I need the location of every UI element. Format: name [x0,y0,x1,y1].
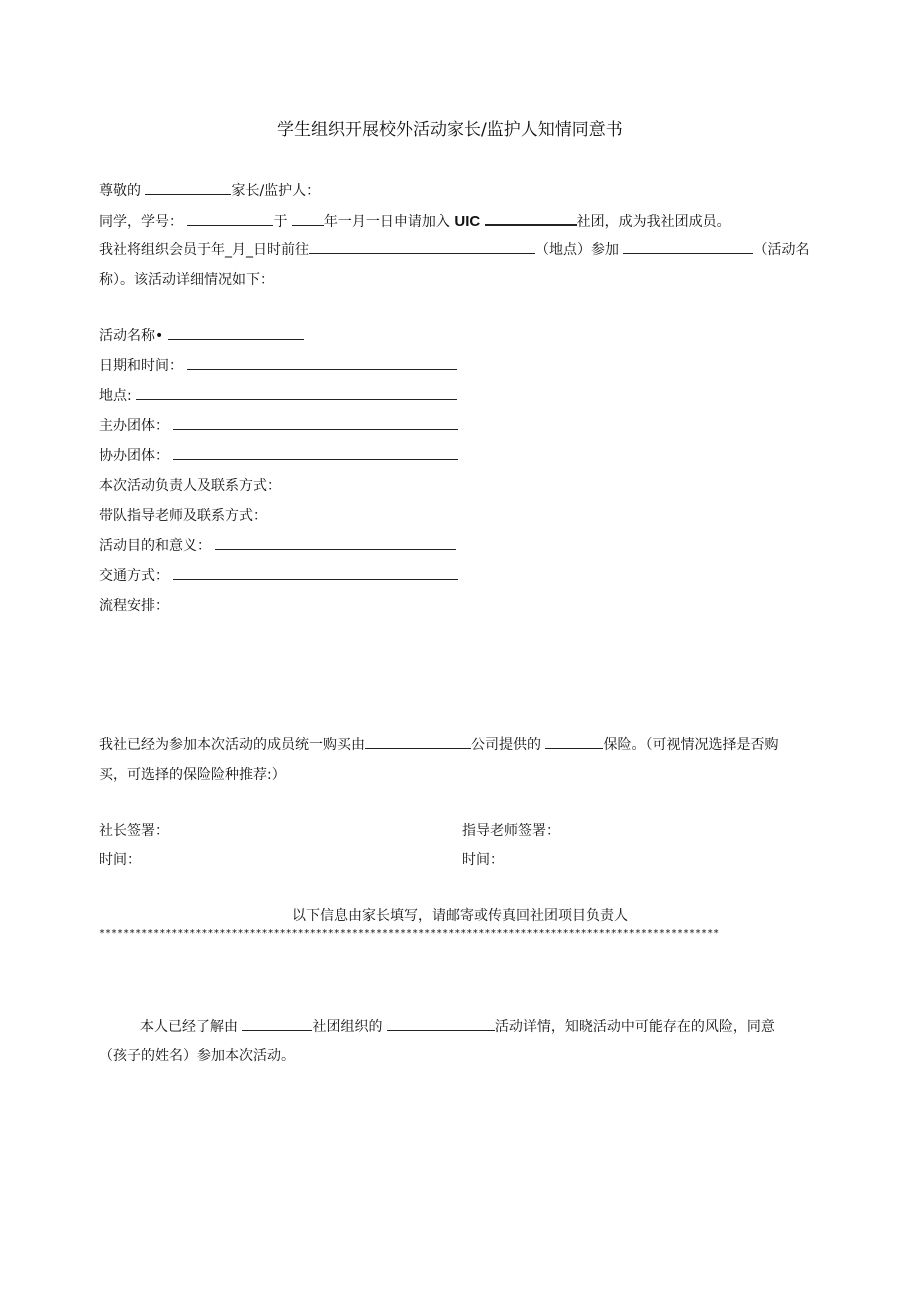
uic-label: UIC [454,213,481,230]
field-location [99,387,457,405]
field-label: 交通方式： [99,568,169,584]
location-field-blank[interactable] [136,387,457,400]
insurance-text-c: 保险。（可视情况选择是否购 [603,737,779,753]
activity-intro-line-2: 称）。该活动详细情况如下： [99,272,274,288]
parent-section-heading: 以下信息由家长填写，请邮寄或传真回社团项目负责人 [292,908,628,924]
field-label: 活动名称• [99,328,164,344]
insurance-text-a: 我社已经为参加本次活动的成员统一购买由 [99,737,365,753]
consent-text-b: 社团组织的 [312,1019,383,1035]
student-label: 同学，学号： [99,214,183,230]
field-activity-name [99,327,304,345]
year-blank[interactable] [292,213,324,226]
activity-name-blank[interactable] [623,241,753,254]
salutation-prefix: 尊敬的 [99,183,141,199]
datetime-blank[interactable] [187,357,457,370]
insurance-line-2: 买，可选择的保险险种推荐:） [99,767,286,783]
separator-stars: ******************************************************************************************************* [99,928,720,939]
field-label: 协办团体： [99,448,169,464]
time-left: 时间： [99,852,141,868]
club-member-text: 社团，成为我社团成员。 [576,214,731,230]
intro-text: 我社将组织会员于年_月_日时前往 [99,242,309,258]
consent-text-c: 活动详情，知晓活动中可能存在的风险，同意 [494,1019,775,1035]
field-label: 日期和时间： [99,358,183,374]
consent-activity-blank[interactable] [387,1018,495,1031]
date-join-text: 年一月一日申请加入 [323,214,450,230]
teacher-signature: 指导老师签署： [462,823,560,839]
field-label: 地点: [99,388,132,404]
club-name-blank[interactable] [485,212,577,226]
student-id-blank[interactable] [187,213,273,226]
consent-line [140,1018,775,1036]
time-right: 时间： [462,852,504,868]
insurance-line [99,736,778,754]
organizer-blank[interactable] [173,417,458,430]
field-label: 主办团体： [99,418,169,434]
parent-name-blank[interactable] [145,182,231,195]
location-blank[interactable] [309,241,535,254]
field-co-organizer [99,447,458,465]
transport-blank[interactable] [173,567,458,580]
activity-name-label: （活动名 [753,242,810,258]
activity-name-input-blank[interactable] [168,327,304,340]
insurance-company-blank[interactable] [365,736,471,749]
purpose-blank[interactable] [215,537,456,550]
salutation-line [99,182,320,200]
co-organizer-blank[interactable] [173,447,458,460]
field-datetime [99,357,457,375]
president-signature: 社长签署： [99,823,169,839]
location-label: （地点）参加 [535,242,619,258]
consent-line-2: （孩子的姓名）参加本次活动。 [99,1048,295,1064]
field-transport [99,567,458,585]
salutation-suffix: 家长/监护人： [231,183,321,199]
field-organizer [99,417,458,435]
consent-text-a: 本人已经了解由 [140,1019,238,1035]
page-title: 学生组织开展校外活动家长/监护人知情同意书 [277,120,623,140]
field-teacher-contact: 带队指导老师及联系方式： [99,508,267,524]
insurance-text-b: 公司提供的 [471,737,541,753]
field-schedule: 流程安排： [99,598,169,614]
activity-intro-line [99,241,809,259]
student-info-line [99,212,731,231]
field-purpose [99,537,456,555]
field-leader-contact: 本次活动负责人及联系方式： [99,478,281,494]
insurance-type-blank[interactable] [545,736,603,749]
field-label: 活动目的和意义： [99,538,211,554]
date-prefix: 于 [273,214,288,230]
consent-club-blank[interactable] [242,1018,312,1031]
